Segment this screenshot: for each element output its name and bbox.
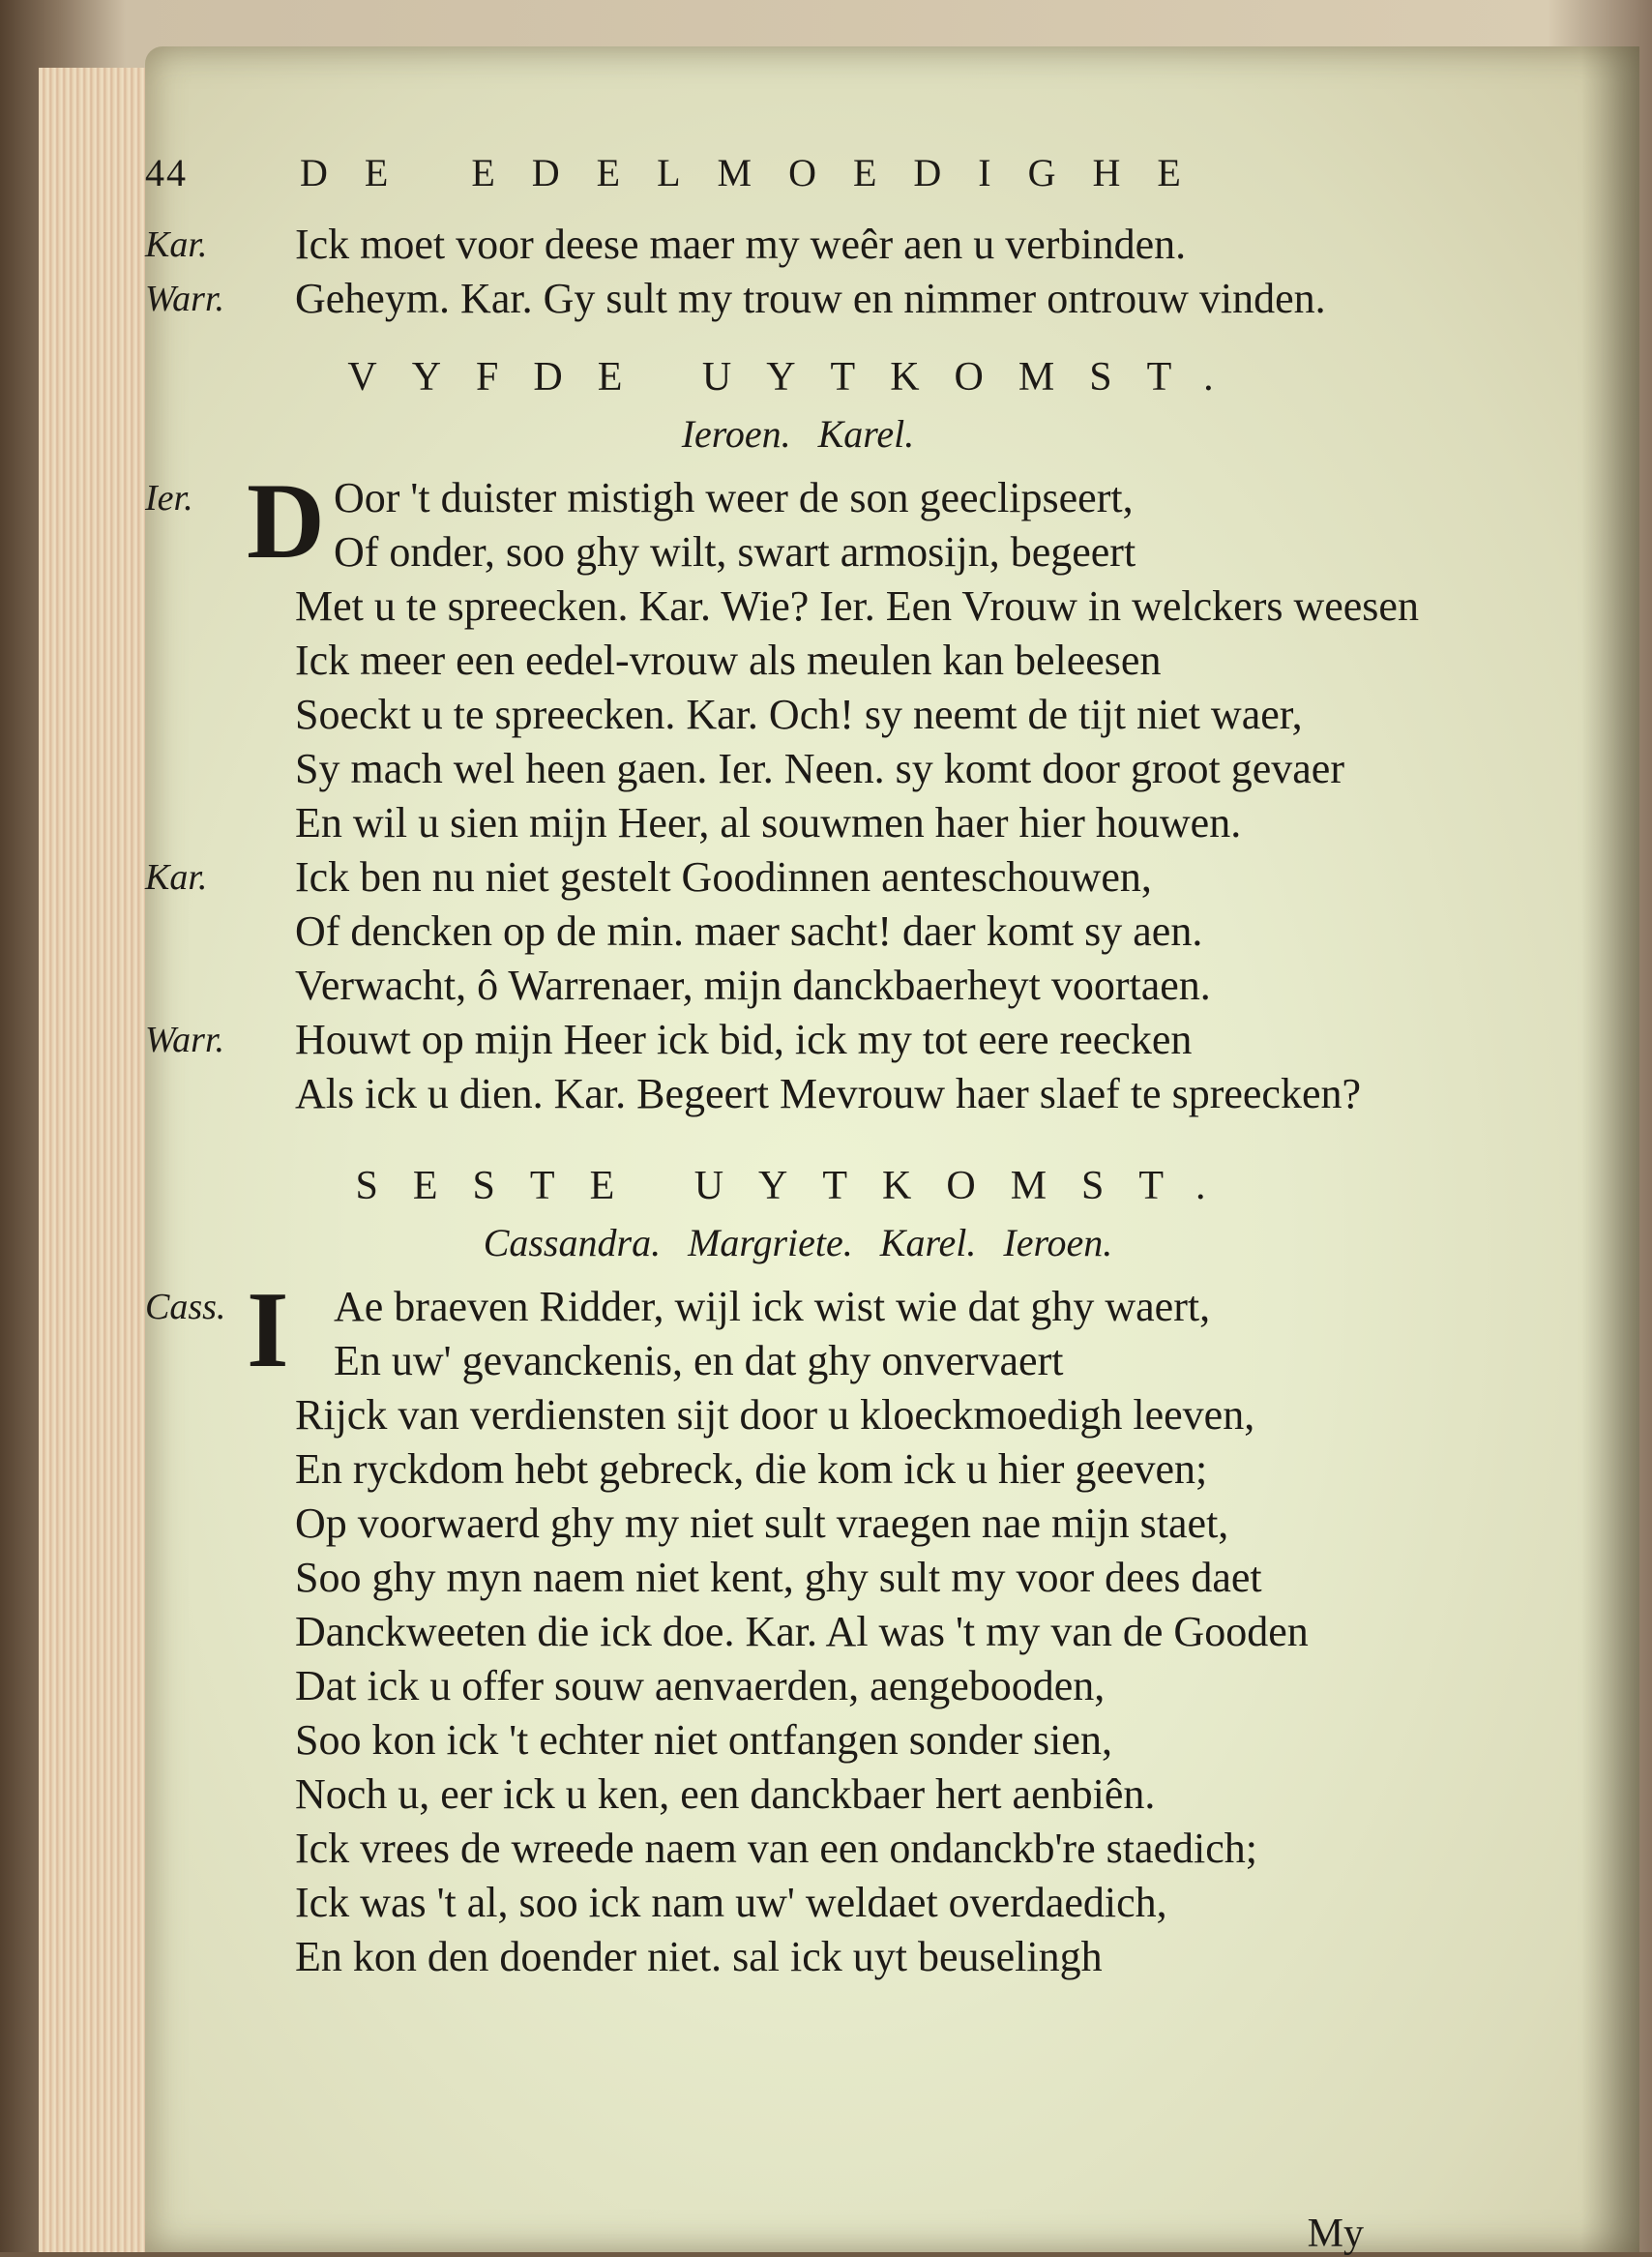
verse-text: Noch u, eer ick u ken, een danckbaer hert aenbiên. [295,1770,1156,1818]
verse-line [145,1067,1451,1121]
page-gutter-shadow [1581,46,1639,2252]
verse-text: Verwacht, ô Warrenaer, mijn danckbaerheyt voortaen. [295,962,1211,1009]
verse-line [145,959,1451,1013]
verse-line [145,634,1451,688]
scene-heading: SESTE UYTKOMST. [355,1164,1241,1208]
page-text [145,150,1451,2256]
verse-text: Ick vrees de wreede naem van een ondanckb're staedich; [295,1825,1257,1872]
verse-text: Sy mach wel heen gaen. Ier. Neen. sy komt door groot gevaer [295,745,1344,792]
verse-line [145,1497,1451,1551]
verse-text: Danckweeten die ick doe. Kar. Al was 't my van de Gooden [295,1608,1309,1655]
speaker-label: Cass. [145,1287,226,1327]
verse-text: Soo kon ick 't echter niet ontfangen sonder sien, [295,1716,1112,1764]
verse-line [145,1551,1451,1605]
scene-heading: VYFDE UYTKOMST. [347,355,1249,400]
verse-text: Ick ben nu niet gestelt Goodinnen aenteschouwen, [295,853,1152,901]
verse-text: Met u te spreecken. Kar. Wie? Ier. Een Vrouw in welckers weesen [295,582,1419,630]
verse-text: Oor 't duister mistigh weer de son geeclipseert, [334,474,1134,521]
speaker-label: Ier. [145,478,193,519]
verse-text: Op voorwaerd ghy my niet sult vraegen nae mijn staet, [295,1500,1229,1547]
page-stack-edge [39,68,147,2252]
catchword: My [1307,2212,1364,2256]
verse-line [145,850,1451,905]
scene-cast: Ieroen. Karel. [681,412,915,456]
verse-line [145,1930,1451,1984]
verse-line [145,905,1451,959]
verse-text: Ae braeven Ridder, wijl ick wist wie dat ghy waert, [334,1283,1211,1330]
verse-text: En wil u sien mijn Heer, al souwmen haer hier houwen. [295,799,1242,846]
verse-text: Soo ghy myn naem niet kent, ghy sult my voor dees daet [295,1554,1262,1601]
spacer [145,1121,1451,1135]
drop-capital: D [247,461,325,581]
verse-text: Houwt op mijn Heer ick bid, ick my tot eere reecken [295,1016,1193,1063]
drop-capital: I [247,1270,289,1390]
verse-text: En ryckdom hebt gebreck, die kom ick u hier geeven; [295,1445,1208,1493]
dropcap-block [145,461,1451,581]
verse-text: Dat ick u offer souw aenvaerden, aengebooden, [295,1662,1106,1709]
speaker-label: Kar. [145,857,208,898]
speaker-label: Kar. [145,224,208,265]
verse-text: Ick meer een eedel-vrouw als meulen kan beleesen [295,637,1162,684]
verse-line [145,1659,1451,1713]
verse-line [145,1442,1451,1497]
speaker-label: Warr. [145,1020,225,1060]
verse-text: Ick moet voor deese maer my weêr aen u verbinden. [295,221,1187,268]
verse-text: En kon den doender niet. sal ick uyt beuselingh [295,1933,1103,1980]
verse-line [145,1876,1451,1930]
verse-line [145,796,1451,850]
verse-text: Geheym. Kar. Gy sult my trouw en nimmer ontrouw vinden. [295,275,1326,322]
verse-line [145,272,1451,326]
verse-text: Of dencken op de min. maer sacht! daer komt sy aen. [295,907,1203,955]
verse-line [145,688,1451,742]
verse-line [145,742,1451,796]
verse-text: Soeckt u te spreecken. Kar. Och! sy neemt de tijt niet waer, [295,691,1303,738]
speaker-label: Warr. [145,279,225,319]
verse-line [145,1822,1451,1876]
verse-line [145,1388,1451,1442]
verse-text: Ick was 't al, soo ick nam uw' weldaet overdaedich, [295,1879,1167,1926]
verse-text: Rijck van verdiensten sijt door u kloeckmoedigh leeven, [295,1391,1255,1439]
verse-line [145,1605,1451,1659]
verse-text: Of onder, soo ghy wilt, swart armosijn, begeert [334,528,1136,576]
running-title: DE EDELMOEDIGHE [300,151,1218,194]
verse-line [145,218,1451,272]
verse-text: En uw' gevanckenis, en dat ghy onvervaert [334,1337,1064,1384]
scene-cast: Cassandra. Margriete. Karel. Ieroen. [483,1221,1113,1264]
verse-line [145,1013,1451,1067]
verse-line [145,1767,1451,1822]
verse-text: Als ick u dien. Kar. Begeert Mevrouw haer slaef te spreecken? [295,1070,1361,1117]
verse-line [145,1713,1451,1767]
page-header [145,150,1451,218]
dropcap-block [145,1270,1451,1390]
page-number: 44 [145,151,188,194]
verse-line [145,579,1451,634]
